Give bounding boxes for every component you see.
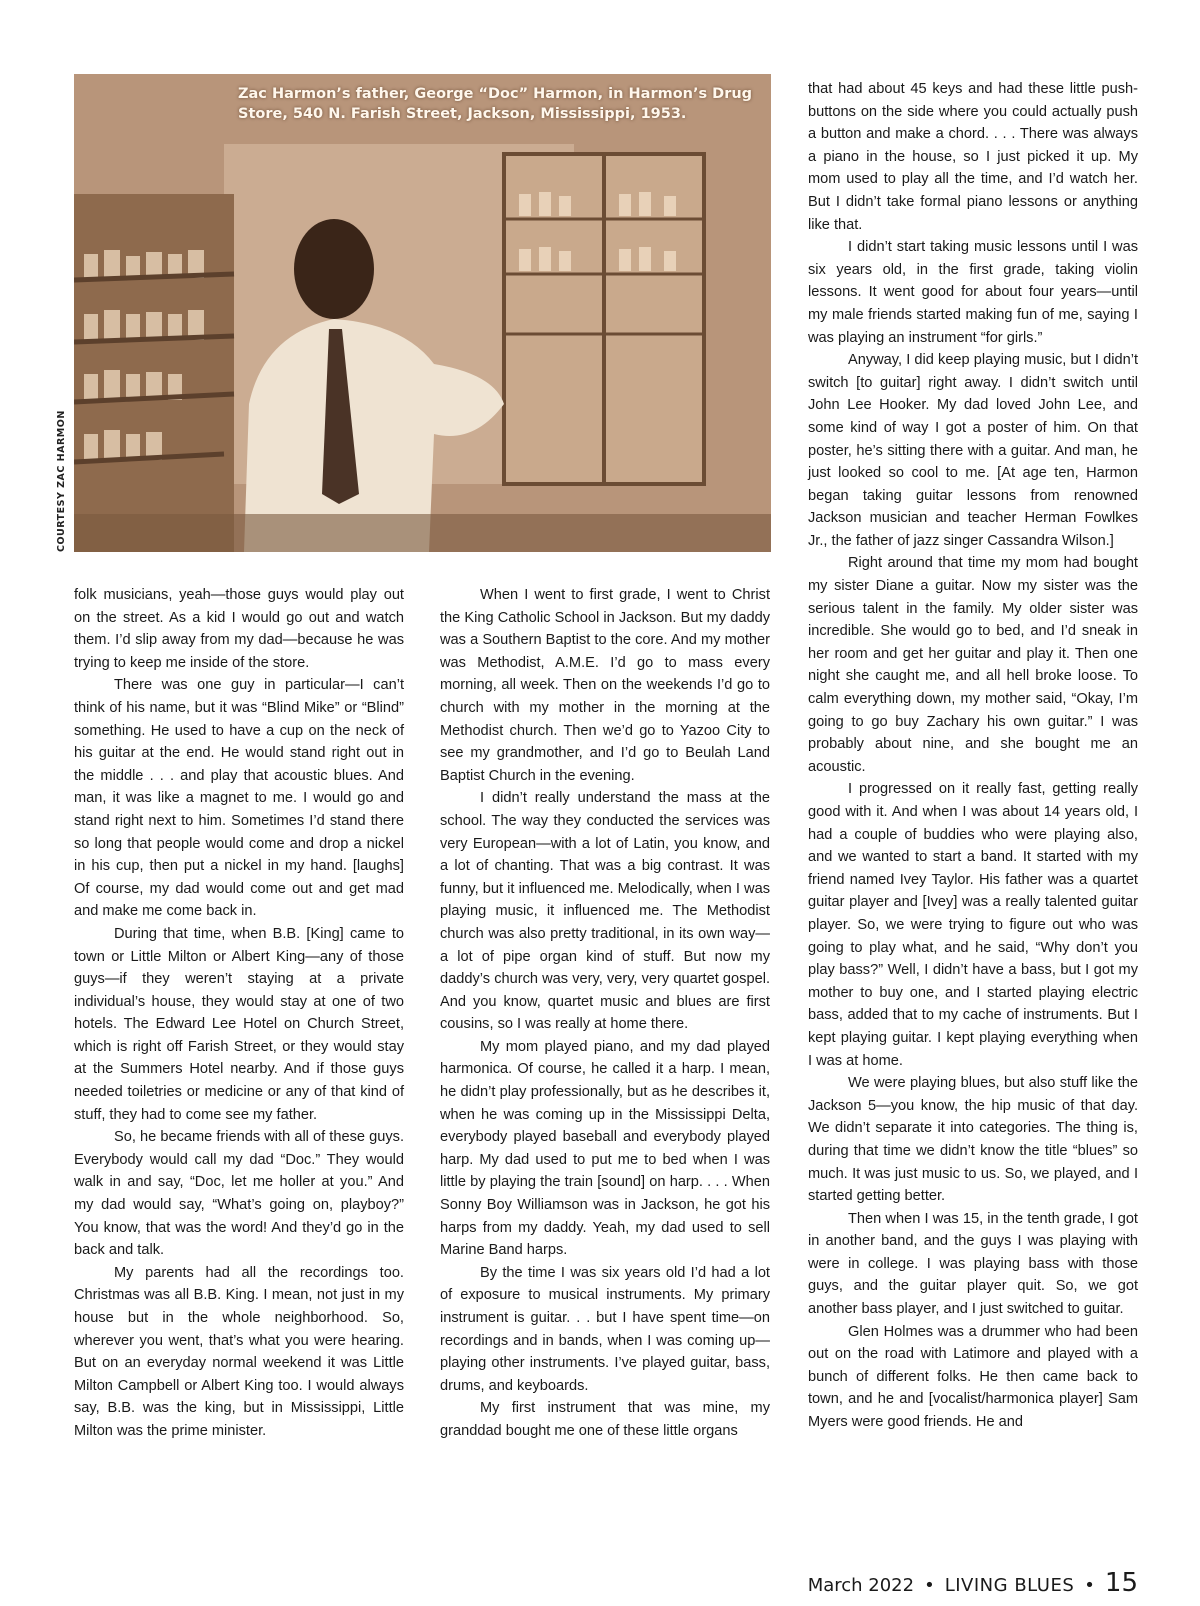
paragraph: Right around that time my mom had bought my sister Diane a guitar. Now my sister was the serious talent in the family. My older sister was incredible. She would go to bed, and I’d sneak in her room and get her guitar and play it. Then one night she caught me, and all hell broke loose. To calm everything down, my mother said, “Okay, I’m going to go buy Zachary his own guitar.” I was probably about nine, and she bought me an acoustic.	[808, 555, 1138, 775]
article-column-1	[74, 584, 404, 1443]
paragraph: During that time, when B.B. [King] came to town or Little Milton or Albert King—any of those guys—if they weren’t staying at a private individual’s house, they would stay at one of two hotels. The Edward Lee Hotel on Church Street, which is right off Farish Street, or they would stay at the Summers Hotel nearby. And if those guys needed toiletries or medicine or any of that kind of stuff, they had to come see my father.	[74, 925, 404, 1123]
drugstore-photo-illustration	[74, 74, 771, 552]
paragraph: folk musicians, yeah—those guys would play out on the street. As a kid I would go out and watch them. I’d slip away from my dad—because he was trying to keep me inside of the store.	[74, 587, 404, 671]
paragraph: Anyway, I did keep playing music, but I didn’t switch [to guitar] right away. I didn’t switch until John Lee Hooker. My dad loved John Lee, and some kind of way I got a poster of him. On that poster, he’s sitting there with a guitar. And man, he just looked so cool to me. [At age ten, Harmon began taking guitar lessons from renowned Jackson musician and teacher Herman Fowlkes Jr., the father of jazz singer Cassandra Wilson.]	[808, 352, 1138, 549]
page-footer	[808, 1568, 1138, 1598]
paragraph: My first instrument that was mine, my granddad bought me one of these little organs	[440, 1400, 770, 1439]
paragraph: Glen Holmes was a drummer who had been out on the road with Latimore and played with a bunch of different folks. He then came back to town, and he and [vocalist/harmonica player] Sam Myers were good friends. He and	[808, 1323, 1138, 1431]
paragraph: I progressed on it really fast, getting really good with it. And when I was about 14 years old, I had a couple of buddies who were playing also, and we wanted to start a band. It started with my friend named Ivey Taylor. His father was a quartet guitar player and [Ivey] was a really talented guitar player. So, we were trying to figure out who was going to play what, and he said, “Why don’t you play bass?” Well, I didn’t have a bass, but I got my mother to buy one, and I started playing electric bass, added that to my cache of instruments. But I kept playing guitar. I kept playing everything when I was at home.	[808, 781, 1138, 1069]
paragraph: When I went to first grade, I went to Christ the King Catholic School in Jackson. But my daddy was a Southern Baptist to the core. And my mother was Methodist, A.M.E. I’d go to mass every morning, all week. Then on the weekends I’d go to church with my mother in the morning at the Methodist church. Then we’d go to Yazoo City to see my grandmother, and I’d go to Beulah Land Baptist Church in the evening.	[440, 587, 770, 784]
article-column-2	[440, 584, 770, 1443]
separator-bullet: •	[1084, 1575, 1095, 1596]
photo-credit: COURTESY ZAC HARMON	[56, 410, 67, 552]
issue-date: March 2022	[807, 1575, 915, 1596]
paragraph: So, he became friends with all of these guys. Everybody would call my dad “Doc.” They would walk in and say, “Doc, let me holler at you.” And my dad would say, “What’s going on, playboy?” You know, that was the word! And they’d go in the back and talk.	[74, 1129, 404, 1259]
separator-bullet: •	[924, 1575, 935, 1596]
paragraph: My mom played piano, and my dad played harmonica. Of course, he called it a harp. I mean, he didn’t play professionally, but as he describes it, when he was coming up in the Mississippi Delta, everybody played baseball and everybody played harp. My dad used to put me to bed when I was little by playing the train [sound] on harp. . . . When Sonny Boy Williamson was in Jackson, he got his harps from my daddy. Yeah, my dad used to sell Marine Band harps.	[440, 1038, 770, 1259]
paragraph: There was one guy in particular—I can’t think of his name, but it was “Blind Mike” or “Blind” something. He used to have a cup on the neck of his guitar at the end. He would stand right out in the middle . . . and play that acoustic blues. And man, it was like a magnet to me. I would go and stand right next to him. Sometimes I’d stand there so long that people would come and drop a nickel in his cup, then put a nickel in my hand. [laughs] Of course, my dad would come out and get mad and make me come back in.	[74, 677, 404, 920]
photo-caption: Zac Harmon’s father, George “Doc” Harmon, in Harmon’s Drug Store, 540 N. Farish Street, Jackson, Mississippi, 1953.	[238, 86, 753, 122]
paragraph: Then when I was 15, in the tenth grade, I got in another band, and the guys I was playing with were in college. I was playing bass with those guys, and the guitar player quit. So, we got another bass player, and I just switched to guitar.	[808, 1210, 1138, 1318]
paragraph: I didn’t really understand the mass at the school. The way they conducted the services was very European—with a lot of Latin, you know, and a lot of chanting. That was a big contrast. It was funny, but it influenced me. Melodically, when I was playing music, it influenced me. The Methodist church was also pretty traditional, in its own way—a lot of pipe organ kind of stuff. But now my daddy’s church was very, very, very quartet gospel. And you know, quartet music and blues are first cousins, so I was really at home there.	[440, 790, 770, 1033]
paragraph: We were playing blues, but also stuff like the Jackson 5—you know, the hip music of that day. We didn’t separate it into categories. The thing is, during that time we didn’t know the title “blues” so much. It was just music to us. So, we played, and I started getting better.	[808, 1075, 1138, 1205]
page-number: 15	[1104, 1568, 1138, 1598]
magazine-name: LIVING BLUES	[944, 1575, 1075, 1596]
paragraph: By the time I was six years old I’d had a lot of exposure to musical instruments. My primary instrument is guitar. . . but I have spent time—on recordings and in bands, when I was coming up—playing other instruments. I’ve played guitar, bass, drums, and keyboards.	[440, 1264, 770, 1394]
photo	[74, 74, 771, 552]
paragraph: My parents had all the recordings too. Christmas was all B.B. King. I mean, not just in my house but in the whole neighborhood. So, wherever you went, that’s what you were hearing. But on an everyday normal weekend it was Little Milton Campbell or Albert King too. I would always say, B.B. was the king, but in Mississippi, Little Milton was the prime minister.	[74, 1264, 404, 1439]
article-column-3	[808, 78, 1138, 1434]
paragraph: that had about 45 keys and had these little push-buttons on the side where you could actually push a button and make a chord. . . . There was always a piano in the house, so I just picked it up. My mom used to play all the time, and I’d watch her. But I didn’t take formal piano lessons or anything like that.	[808, 81, 1138, 233]
paragraph: I didn’t start taking music lessons until I was six years old, in the first grade, taking violin lessons. It went good for about four years—until my male friends started making fun of me, saying I was playing an instrument “for girls.”	[808, 239, 1138, 346]
